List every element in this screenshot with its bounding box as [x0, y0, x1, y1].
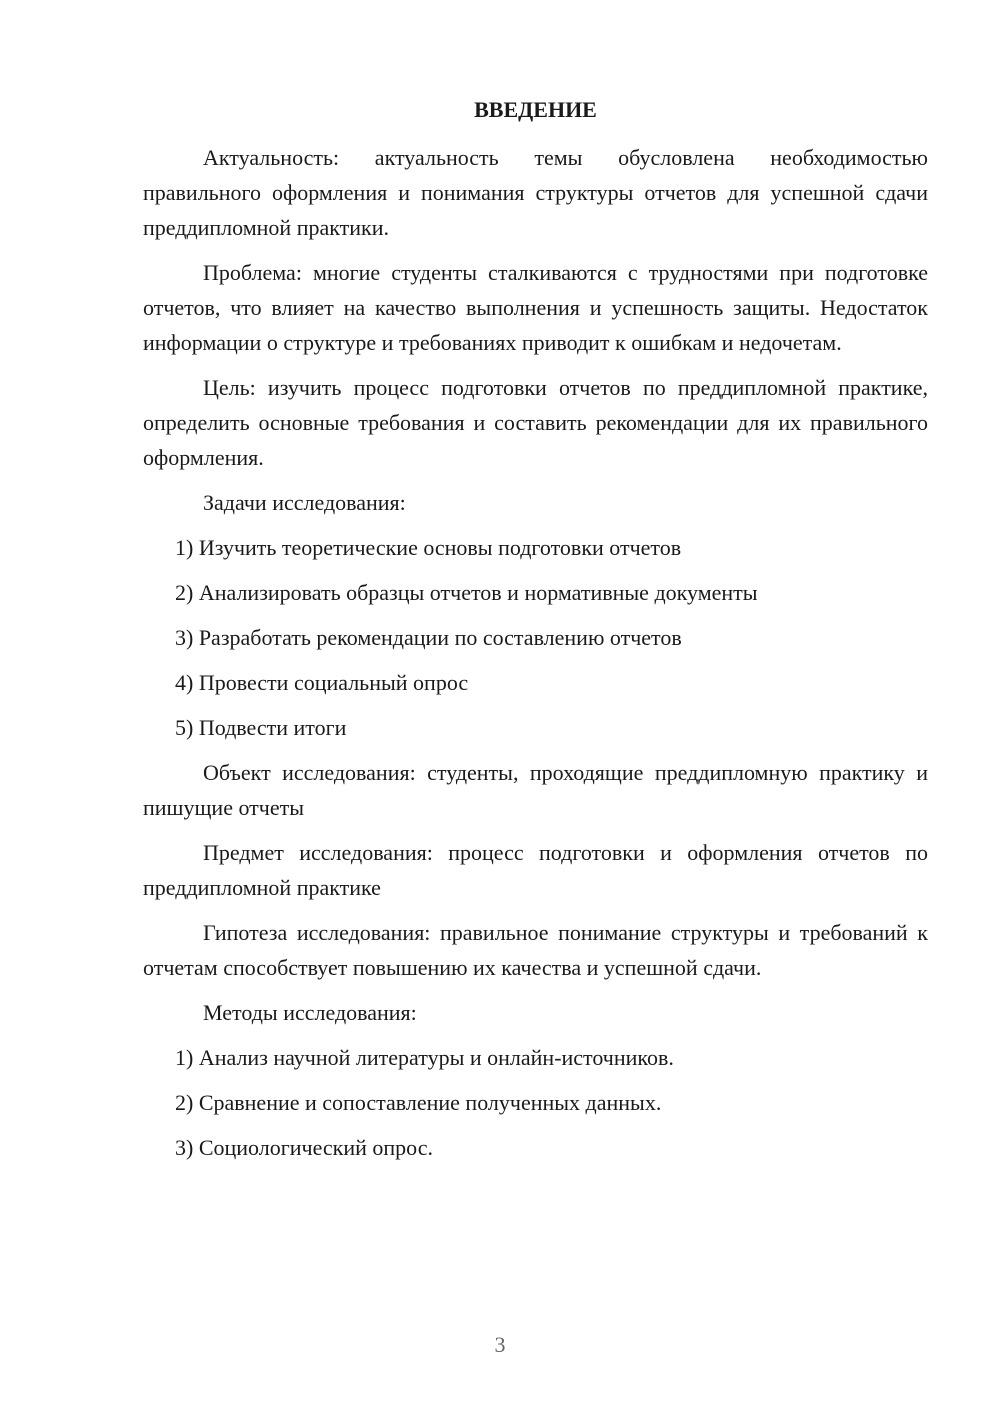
goal-paragraph: Цель: изучить процесс подготовки отчетов по преддипломной практике, определить основные требования и составить рекомендации для их правильного оформления. [143, 375, 928, 470]
object-paragraph: Объект исследования: студенты, проходящие преддипломную практику и пишущие отчеты [143, 760, 928, 820]
list-item: 3) Разработать рекомендации по составлению отчетов [175, 625, 682, 650]
list-item: 3) Социологический опрос. [175, 1135, 433, 1160]
section-title: ВВЕДЕНИЕ [474, 97, 597, 122]
problem-paragraph: Проблема: многие студенты сталкиваются с трудностями при подготовке отчетов, что влияет на качество выполнения и успешность защиты. Недостаток информации о структуре и требованиях приводит к ошибкам и недочетам. [143, 260, 928, 355]
subject-paragraph: Предмет исследования: процесс подготовки и оформления отчетов по преддипломной практике [143, 840, 928, 900]
page-number: 3 [494, 1332, 506, 1357]
list-item: 2) Сравнение и сопоставление полученных данных. [175, 1090, 662, 1115]
list-item: 5) Подвести итоги [175, 715, 347, 740]
list-item: 2) Анализировать образцы отчетов и нормативные документы [175, 580, 758, 605]
tasks-heading: Задачи исследования: [203, 490, 406, 515]
list-item: 4) Провести социальный опрос [175, 670, 469, 695]
list-item: 1) Изучить теоретические основы подготовки отчетов [175, 535, 682, 560]
methods-list [143, 1040, 928, 1165]
document-body [143, 94, 928, 1175]
tasks-list [143, 530, 928, 745]
relevance-paragraph: Актуальность: актуальность темы обусловлена необходимостью правильного оформления и понимания структуры отчетов для успешной сдачи преддипломной практики. [143, 145, 928, 240]
methods-heading: Методы исследования: [203, 1000, 417, 1025]
hypothesis-paragraph: Гипотеза исследования: правильное понимание структуры и требований к отчетам способствует повышению их качества и успешной сдачи. [143, 920, 928, 980]
list-item: 1) Анализ научной литературы и онлайн-источников. [175, 1045, 674, 1070]
